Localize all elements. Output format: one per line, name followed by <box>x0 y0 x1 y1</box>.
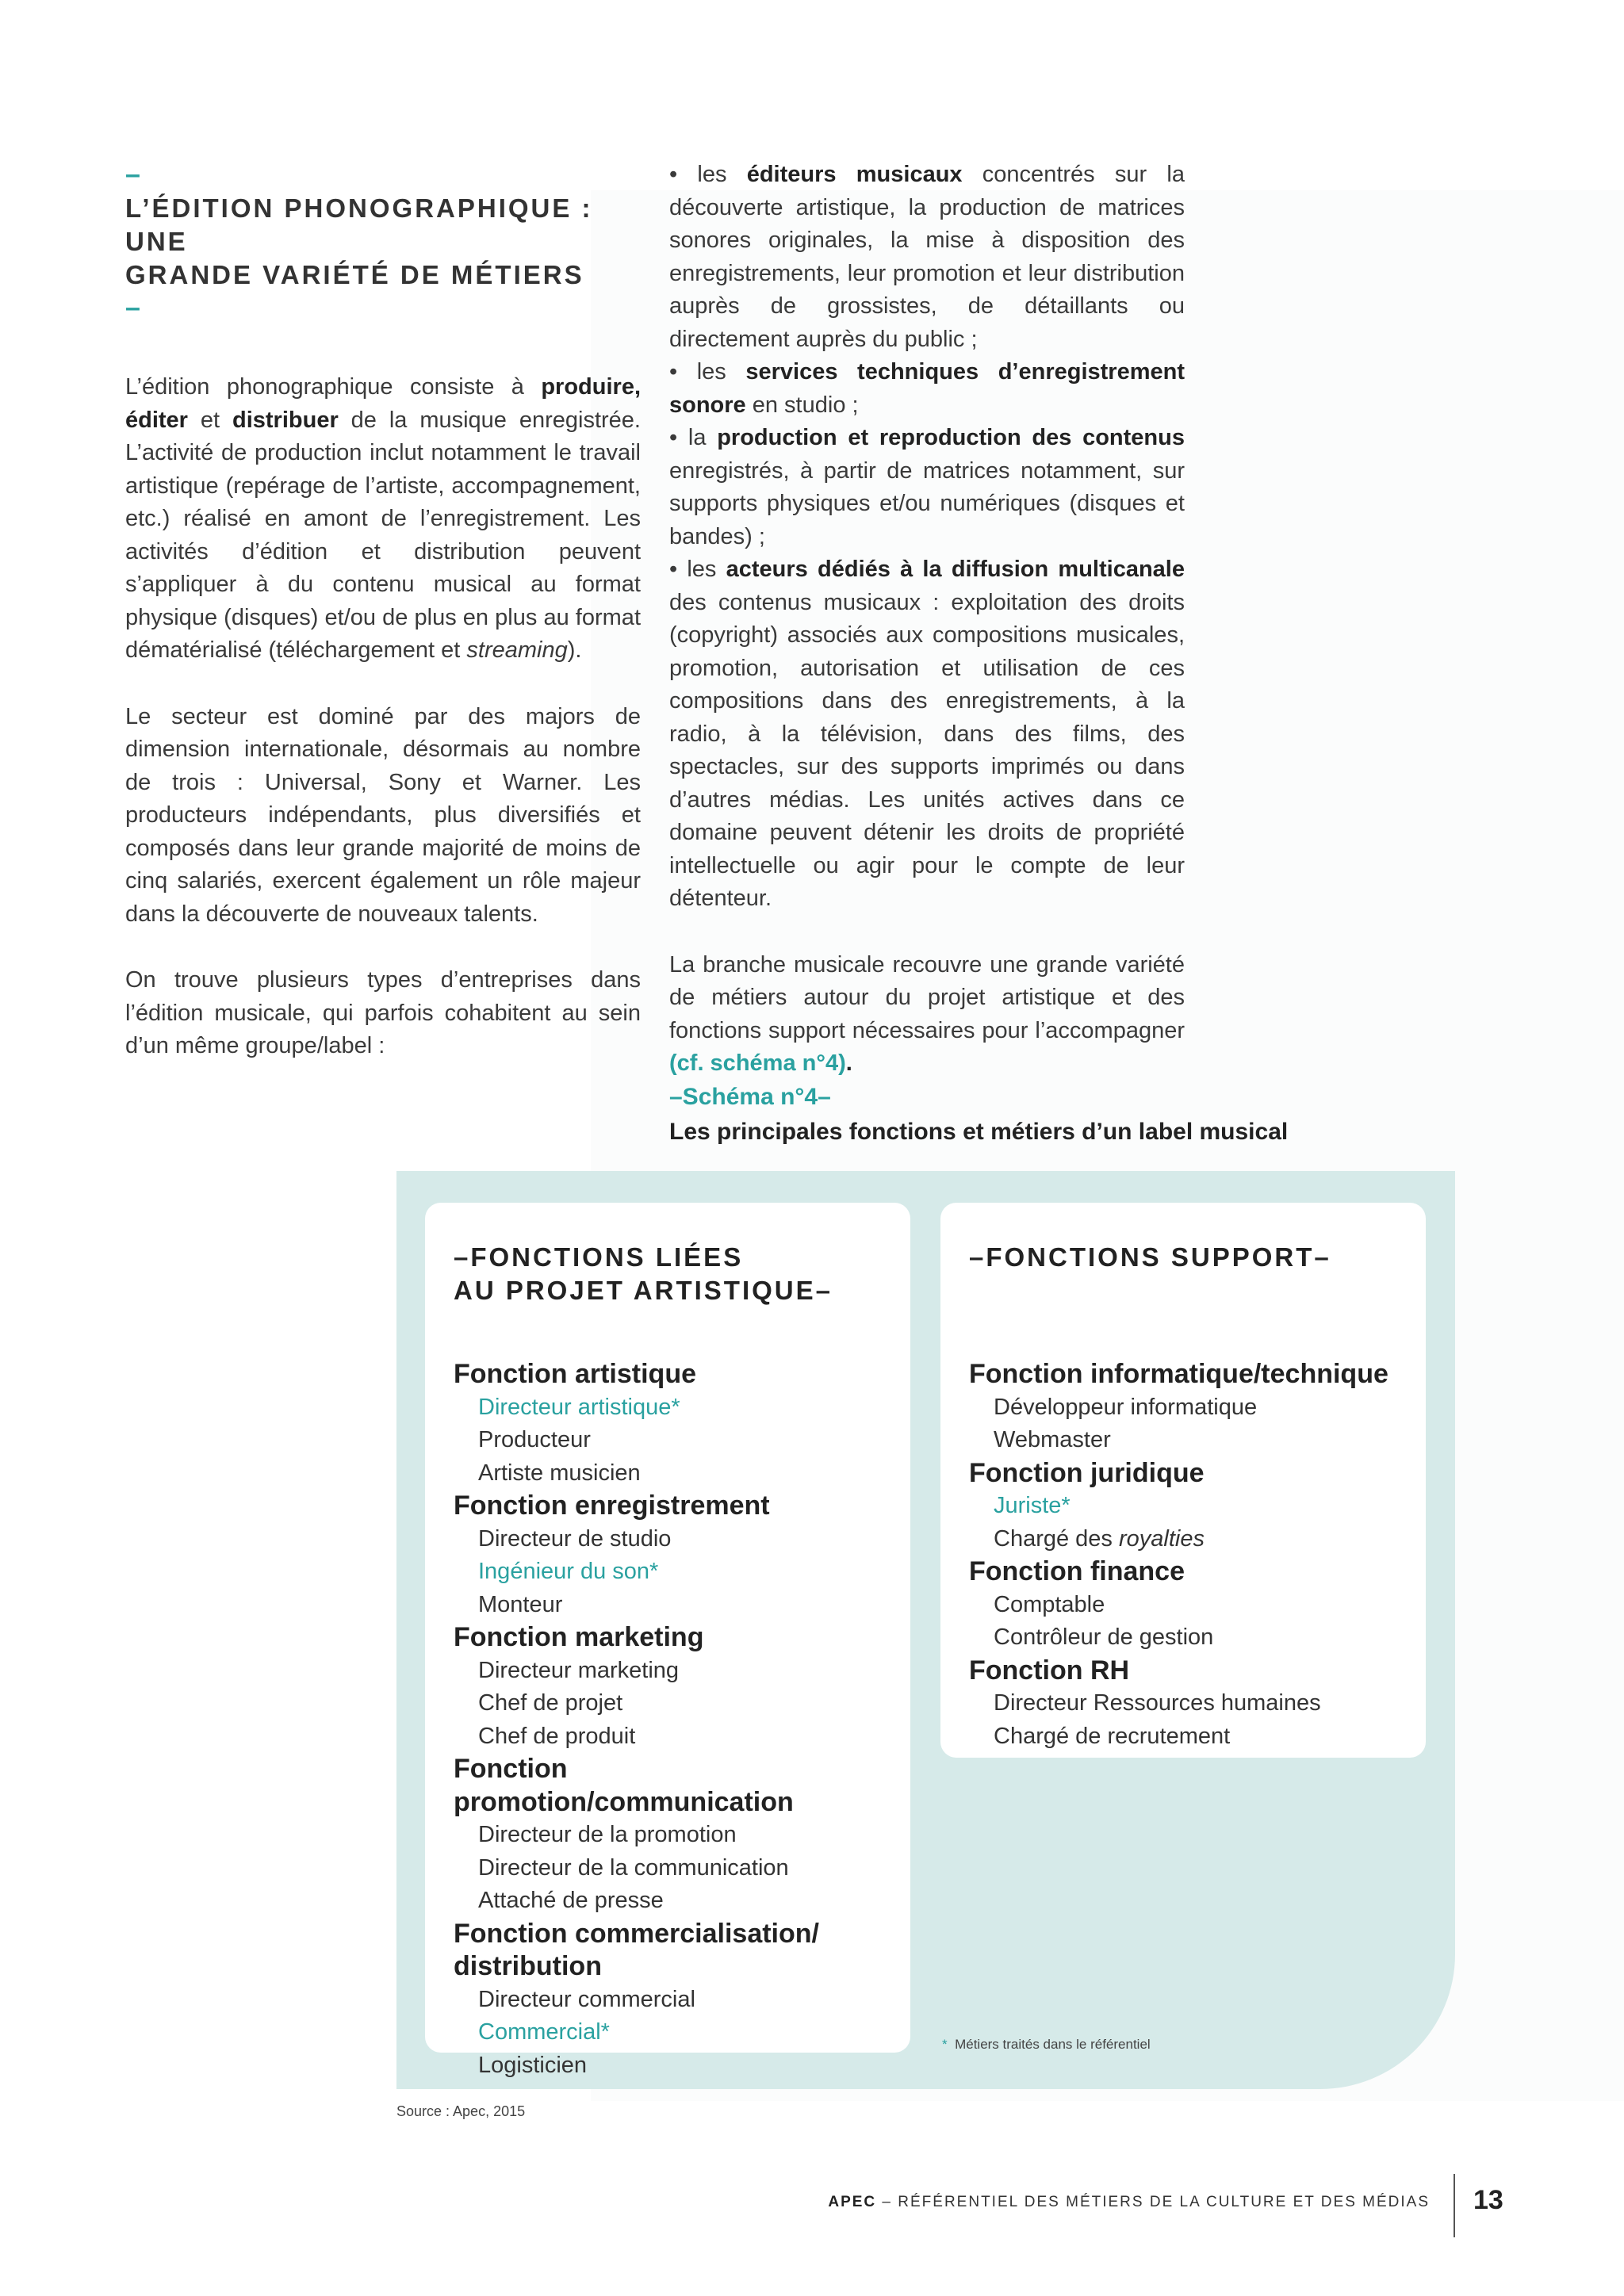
intro-paragraph: L’édition phonographique consiste à produire, éditer et distribuer de la musique enregistrée. L’activité de production inclut notamment le travail artistique (repérage de l’artiste, accompagnement, etc.) réalisé en amont de l’enregistrement. Les activités d’édition et distribution peuvent s’appliquer à du contenu musical au format physique (disques) et/ou de plus en plus au format dématérialisé (téléchargement et streaming). <box>125 374 641 663</box>
job-title: Comptable <box>994 1591 1105 1617</box>
schema-number: –Schéma n°4– <box>669 1084 831 1110</box>
job-title: Directeur commercial <box>478 1986 695 2012</box>
job-title: Chef de produit <box>478 1723 636 1749</box>
job-title: Contrôleur de gestion <box>994 1624 1214 1650</box>
right-column <box>669 159 1185 1081</box>
bullet-services: • les services techniques d’enregistrement sonore en studio ; <box>669 359 1185 418</box>
job-title: Développeur informatique <box>994 1394 1258 1420</box>
page-number: 13 <box>1473 2185 1503 2215</box>
bullet-editeurs: • les éditeurs musicaux concentrés sur la découverte artistique, la production de matrices sonores originales, la mise à disposition des enregistrements, leur promotion et leur distribution auprès de grossistes, de détaillants ou directement auprès du public ; <box>669 162 1185 352</box>
function-heading: Fonction finance <box>969 1556 1185 1586</box>
job-title-featured: Ingénieur du son* <box>478 1559 659 1584</box>
function-heading: Fonction commercialisation/ distribution <box>454 1918 819 1981</box>
artistic-function-list <box>454 1358 894 2082</box>
footer-divider <box>1454 2174 1455 2237</box>
function-heading: Fonction promotion/communication <box>454 1754 794 1817</box>
support-function-list <box>969 1358 1410 1753</box>
types-paragraph: On trouve plusieurs types d’entreprises dans l’édition musicale, qui parfois cohabitent au sein d’un même groupe/label : <box>125 967 641 1058</box>
job-title: Logisticien <box>478 2052 588 2078</box>
section-heading <box>125 192 641 292</box>
job-title: Webmaster <box>994 1427 1111 1452</box>
function-heading: Fonction RH <box>969 1655 1130 1686</box>
support-functions-card <box>940 1203 1426 1758</box>
function-heading: Fonction informatique/technique <box>969 1359 1388 1389</box>
section-heading-line2: GRANDE VARIÉTÉ DE MÉTIERS <box>125 260 584 289</box>
heading-dash-top: – <box>125 159 140 189</box>
job-title: Directeur de la promotion <box>478 1822 737 1847</box>
left-column <box>125 159 641 1063</box>
function-heading: Fonction juridique <box>969 1457 1205 1488</box>
job-title: Monteur <box>478 1591 563 1617</box>
schema-title: Les principales fonctions et métiers d’un label musical <box>669 1119 1289 1145</box>
job-title: Artiste musicien <box>478 1460 641 1486</box>
bullet-production: • la production et reproduction des contenus enregistrés, à partir de matrices notamment, sur supports physiques et/ou numériques (disques et bandes) ; <box>669 425 1185 549</box>
job-title: Directeur marketing <box>478 1657 680 1683</box>
support-functions-title: –FONCTIONS SUPPORT– <box>969 1242 1331 1272</box>
job-title: Attaché de presse <box>478 1888 664 1913</box>
schema-caption <box>669 1080 1288 1150</box>
function-heading: Fonction artistique <box>454 1359 696 1389</box>
job-title-featured: Juriste* <box>994 1493 1071 1518</box>
job-title: Chef de projet <box>478 1690 623 1716</box>
function-heading: Fonction enregistrement <box>454 1490 770 1521</box>
function-heading: Fonction marketing <box>454 1622 704 1652</box>
job-title: Directeur de la communication <box>478 1854 789 1881</box>
source-note: Source : Apec, 2015 <box>396 2103 526 2119</box>
job-title: Directeur de studio <box>478 1525 672 1552</box>
majors-paragraph: Le secteur est dominé par des majors de dimension internationale, désormais au nombre de trois : Universal, Sony et Warner. Les producteurs indépendants, plus diversifiés et composés dans leur grande majorité de moins de cinq salariés, exercent également un rôle majeur dans la découverte de nouveaux talents. <box>125 703 641 927</box>
closing-paragraph: La branche musicale recouvre une grande variété de métiers autour du projet artistique et des fonctions support nécessaires pour l’accompagner (cf. schéma n°4). <box>669 951 1185 1076</box>
page-footer: APEC – RÉFÉRENTIEL DES MÉTIERS DE LA CULTURE ET DES MÉDIAS <box>828 2194 1430 2210</box>
schema-reference-link: (cf. schéma n°4) <box>669 1050 846 1076</box>
artistic-functions-card <box>425 1203 910 2078</box>
artistic-functions-title: –FONCTIONS LIÉES AU PROJET ARTISTIQUE– <box>454 1242 833 1305</box>
schema-panel <box>396 1171 1455 2089</box>
job-title: Chargé de recrutement <box>994 1723 1231 1749</box>
schema-footnote: * Métiers traités dans le référentiel <box>942 2037 1151 2052</box>
section-heading-line1: L’ÉDITION PHONOGRAPHIQUE : UNE <box>125 193 593 256</box>
job-title: Directeur Ressources humaines <box>994 1690 1321 1716</box>
job-title: Producteur <box>478 1427 591 1452</box>
bullet-diffusion: • les acteurs dédiés à la diffusion multicanale des contenus musicaux : exploitation des droits (copyright) associés aux compositions musicales, promotion, autorisation et utilisation de ces compositions dans des enregistrements, à la radio, à la télévision, dans des films, des spectacles, sur des supports imprimés ou dans d’autres médias. Les unités actives dans ce domaine peuvent détenir les droits de propriété intellectuelle ou agir pour le compte de leur détenteur. <box>669 557 1185 911</box>
job-title-featured: Commercial* <box>478 2019 610 2045</box>
heading-dash-bottom: – <box>125 293 140 323</box>
job-title-featured: Directeur artistique* <box>478 1394 680 1420</box>
job-title: Chargé des royalties <box>994 1525 1205 1552</box>
